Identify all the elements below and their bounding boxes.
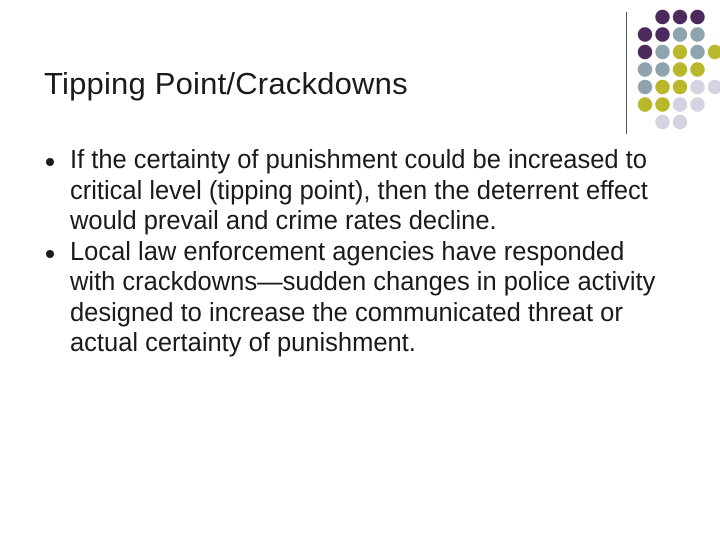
- decorative-dot: [673, 45, 687, 59]
- decorative-dot: [690, 45, 704, 59]
- decorative-dot: [673, 10, 687, 24]
- decorative-dot: [638, 80, 652, 94]
- decorative-dot: [673, 27, 687, 41]
- decorative-dot: [690, 62, 704, 76]
- bullet-text: If the certainty of punishment could be increased to critical level (tipping point), then the deterrent effect would prevail and crime rates decline.: [70, 146, 648, 235]
- decorative-dot: [638, 97, 652, 111]
- bullet-list: [46, 145, 686, 359]
- decorative-dot: [673, 115, 687, 129]
- decorative-dot: [708, 80, 720, 94]
- decorative-dot: [638, 62, 652, 76]
- bullet-marker-icon: [46, 158, 54, 166]
- decorative-dot: [655, 97, 669, 111]
- bullet-text: Local law enforcement agencies have responded with crackdowns—sudden changes in police activity designed to increase the communicated threat or actual certainty of punishment.: [70, 237, 656, 357]
- decorative-dot: [690, 80, 704, 94]
- decorative-dot: [655, 45, 669, 59]
- decorative-dot: [708, 45, 720, 59]
- decorative-dot: [638, 27, 652, 41]
- decorative-dot: [673, 62, 687, 76]
- decorative-dot: [690, 97, 704, 111]
- decorative-dot: [655, 115, 669, 129]
- decorative-dot: [690, 10, 704, 24]
- decorative-dot: [655, 62, 669, 76]
- bullet-item: [46, 145, 686, 237]
- title-divider-line: [626, 12, 627, 134]
- slide-title: Tipping Point/Crackdowns: [44, 66, 408, 101]
- decorative-dot: [655, 80, 669, 94]
- decorative-dot: [690, 27, 704, 41]
- decorative-dot: [673, 97, 687, 111]
- decorative-dot: [655, 10, 669, 24]
- decorative-dot: [655, 27, 669, 41]
- decorative-dot: [673, 80, 687, 94]
- bullet-marker-icon: [46, 250, 54, 258]
- decorative-dot: [638, 45, 652, 59]
- bullet-item: [46, 237, 686, 359]
